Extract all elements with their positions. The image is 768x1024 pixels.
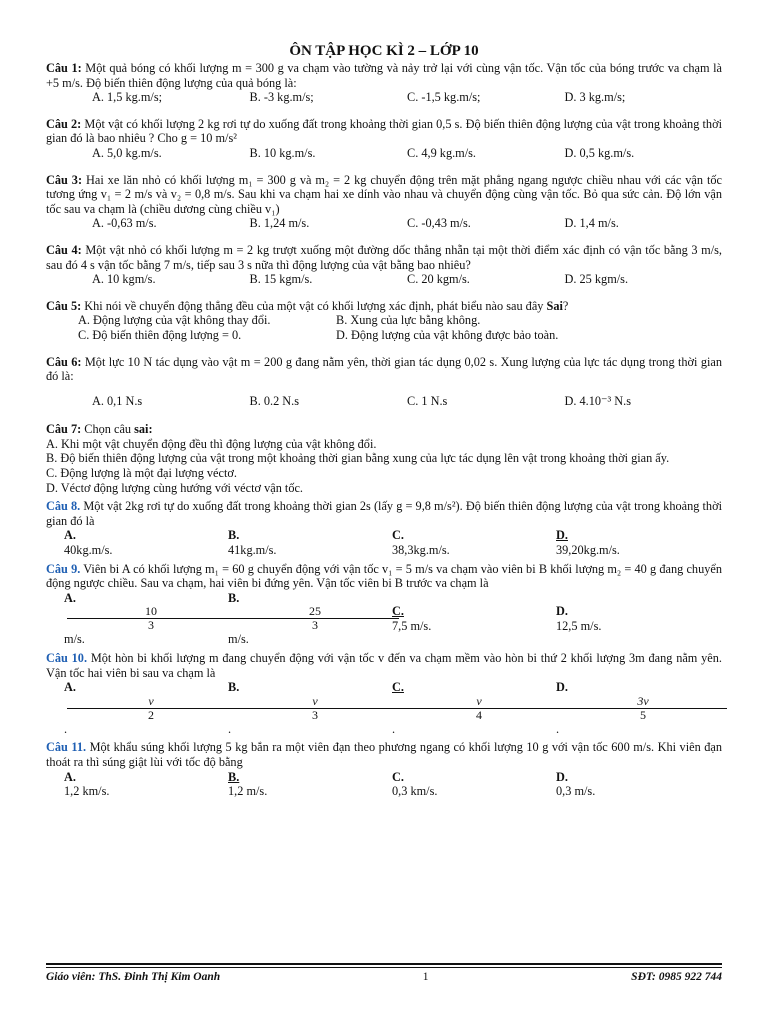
option-b: B. $\frac{v}{3}$ . xyxy=(228,680,392,736)
question-label: Câu 10. xyxy=(46,651,88,665)
fraction: $\frac{10}{3}$ xyxy=(67,605,231,632)
footer-divider xyxy=(46,963,722,965)
option-c: C.7,5 m/s. xyxy=(392,604,432,633)
statement-a: A. Khi một vật chuyển động đều thì động lượng của vật không đổi. xyxy=(46,436,377,451)
option-b: B. $\frac{25}{3}$ m/s. xyxy=(228,591,392,647)
option-a: A. $\frac{v}{2}$ . xyxy=(64,680,228,736)
options-row-2 xyxy=(78,328,722,343)
question-label: Câu 6: xyxy=(46,354,82,369)
question-8 xyxy=(46,499,722,557)
question-text: Viên bi A có khối lượng m₁ = 60 g chuyển động với vận tốc v₁ = 5 m/s va chạm vào viên bi B khối lượng m₂ = 40 g đang chuyển động ngược chiều. Sau va chạm, hai viên bi đứng yên. Vận tốc viên bi B trước va chạm là xyxy=(46,561,722,591)
question-end: ? xyxy=(562,298,569,313)
options-row-1 xyxy=(78,313,722,328)
option-d: D. 0,5 kg.m/s. xyxy=(564,145,635,160)
question-text: Một vật 2kg rơi tự do xuống đất trong khoảng thời gian 2s (lấy g = 9,8 m/s²). Độ biến thiên động lượng của vật trong khoảng thời gian đó là xyxy=(46,499,722,528)
option-c: C. 4,9 kg.m/s. xyxy=(407,145,477,160)
options xyxy=(64,680,722,736)
option-d: D. 1,4 m/s. xyxy=(564,216,619,231)
question-label: Câu 9. xyxy=(46,561,81,576)
option-d: D. 3 kg.m/s; xyxy=(564,90,626,105)
question-text: Hai xe lăn nhỏ có khối lượng m₁ = 300 g và m₂ = 2 kg chuyển động trên mặt phẳng ngang ngược chiều nhau với các vận tốc tương ứng v₁ = 2 m/s và v₂ = 0,8 m/s. Sau khi va chạm hai xe dính vào nhau và chuyển động cùng vận tốc. Bỏ qua sức cản. Độ lớn vận tốc sau va chạm là (chiều dương cùng chiều v₁) xyxy=(46,172,722,216)
options xyxy=(64,591,722,647)
question-5 xyxy=(46,299,722,343)
question-2 xyxy=(46,117,722,161)
footer-teacher: Giáo viên: ThS. Đinh Thị Kim Oanh xyxy=(46,971,221,983)
options xyxy=(92,272,722,287)
option-b: B. 0.2 N.s xyxy=(249,393,300,408)
question-label: Câu 5: xyxy=(46,298,82,313)
option-b: B.1,2 m/s. xyxy=(228,769,268,799)
question-10 xyxy=(46,651,722,736)
footer-phone: SĐT: 0985 922 744 xyxy=(631,971,722,983)
statement-b: B. Độ biến thiên động lượng của vật trong một khoảng thời gian bằng xung của lực tác dụng lên vật trong khoảng thời gian ấy. xyxy=(46,451,670,466)
footer-divider xyxy=(46,967,722,968)
option-d: D. 4.10⁻³ N.s xyxy=(564,393,632,408)
question-text: Một vật có khối lượng 2 kg rơi tự do xuống đất trong khoảng thời gian 0,5 s. Độ biến thiên động lượng của vật trong khoảng thời gian đó là bao nhiêu ? Cho g = 10 m/s² xyxy=(46,116,722,146)
question-label: Câu 7: xyxy=(46,422,82,437)
question-text: Một vật nhỏ có khối lượng m = 2 kg trượt xuống một đường dốc thẳng nhẵn tại một thời điểm xác định có vận tốc bằng 3 m/s, sau đó 4 s vận tốc bằng 7 m/s, tiếp sau 3 s nữa thì động lượng của vật bằng bao nhiêu? xyxy=(46,242,723,272)
option-b: B. Xung của lực bằng không. xyxy=(336,313,481,328)
question-6 xyxy=(46,355,722,409)
option-a: A. 0,1 N.s xyxy=(92,393,143,408)
option-c: C. 20 kgm/s. xyxy=(407,272,470,287)
option-b: B. 15 kgm/s. xyxy=(249,272,313,287)
option-c: C. 1 N.s xyxy=(407,393,448,408)
question-text: Một lực 10 N tác dụng vào vật m = 200 g đang nằm yên, thời gian tác dụng 0,02 s. Xung lượng của lực tác dụng trong thời gian đó là: xyxy=(46,354,723,384)
question-label: Câu 3: xyxy=(46,172,83,187)
statement-c: C. Động lượng là một đại lượng véctơ. xyxy=(46,466,237,481)
question-label: Câu 4: xyxy=(46,242,82,257)
option-d: D. Động lượng của vật không được bảo toàn. xyxy=(336,327,559,342)
option-d: D. 25 kgm/s. xyxy=(564,272,629,287)
question-4 xyxy=(46,243,722,287)
question-text: Một quả bóng có khối lượng m = 300 g va chạm vào tường và nảy trở lại với cùng vận tốc. Vận tốc của bóng trước va chạm là +5 m/s. Độ biến thiên động lượng của quả bóng là: xyxy=(46,61,722,90)
option-a: A. 5,0 kg.m/s. xyxy=(92,145,162,160)
options xyxy=(92,216,722,231)
fraction: $\frac{v}{2}$ xyxy=(67,695,231,722)
option-c: C. Độ biến thiên động lượng = 0. xyxy=(78,327,242,342)
question-text: Khi nói về chuyển động thẳng đều của một vật có khối lượng xác định, phát biểu nào sau đây xyxy=(81,298,547,313)
options xyxy=(92,90,722,105)
options xyxy=(64,770,722,799)
page-footer xyxy=(46,963,722,983)
emphasis-word: Sai xyxy=(546,298,563,313)
question-label: Câu 11. xyxy=(46,740,87,755)
option-a: A. 10 kgm/s. xyxy=(92,272,156,287)
option-a: A. -0,63 m/s. xyxy=(92,216,157,231)
statement-d: D. Véctơ động lượng cùng hướng với véctơ vận tốc. xyxy=(46,480,304,495)
question-11 xyxy=(46,740,722,798)
question-9 xyxy=(46,562,722,647)
question-label: Câu 1: xyxy=(46,61,82,75)
question-text: Chọn câu xyxy=(81,422,135,437)
option-a: A. $\frac{10}{3}$ m/s. xyxy=(64,591,228,647)
option-d: D.39,20kg.m/s. xyxy=(556,528,620,558)
option-b: B. -3 kg.m/s; xyxy=(249,90,314,105)
question-text: Một hòn bi khối lượng m đang chuyển động với vận tốc v đến va chạm mềm vào hòn bi thứ 2 khối lượng 3m đang nằm yên. Vận tốc hai viên bi sau va chạm là xyxy=(46,651,722,680)
option-d: D.0,3 m/s. xyxy=(556,769,596,799)
option-a: A.40kg.m/s. xyxy=(64,528,113,558)
fraction: $\frac{v}{4}$ xyxy=(395,695,559,722)
option-c: C.0,3 km/s. xyxy=(392,769,438,799)
fraction: $\frac{25}{3}$ xyxy=(231,605,395,632)
question-label: Câu 2: xyxy=(46,116,82,131)
question-1 xyxy=(46,61,722,105)
option-c: C. -1,5 kg.m/s; xyxy=(407,90,481,105)
fraction: $\frac{3v}{5}$ xyxy=(559,695,723,722)
option-d: D. $\frac{3v}{5}$ . xyxy=(556,680,720,736)
options xyxy=(64,528,722,557)
question-7 xyxy=(46,422,722,495)
option-d: D.12,5 m/s. xyxy=(556,604,602,633)
emphasis-word: sai: xyxy=(134,422,153,437)
option-a: A. 1,5 kg.m/s; xyxy=(92,90,163,105)
option-a: A.1,2 km/s. xyxy=(64,769,110,799)
worksheet xyxy=(46,42,722,803)
option-c: C.38,3kg.m/s. xyxy=(392,528,450,558)
option-b: B. 10 kg.m/s. xyxy=(249,145,316,160)
question-text: Một khẩu súng khối lượng 5 kg bắn ra một viên đạn theo phương ngang có khối lượng 10 g với vận tốc 600 m/s. Khi viên đạn thoát ra thì súng giật lùi với tốc độ bằng xyxy=(46,740,722,769)
page-title: ÔN TẬP HỌC KÌ 2 – LỚP 10 xyxy=(289,43,479,59)
option-b: B. 1,24 m/s. xyxy=(249,216,310,231)
options xyxy=(92,394,722,409)
options xyxy=(92,146,722,161)
option-c: C. -0,43 m/s. xyxy=(407,216,471,231)
option-c: C. $\frac{v}{4}$ . xyxy=(392,680,556,736)
option-b: B.41kg.m/s. xyxy=(228,528,277,558)
page-number: 1 xyxy=(422,971,429,983)
option-a: A. Động lượng của vật không thay đổi. xyxy=(78,313,271,328)
question-3 xyxy=(46,173,722,231)
fraction: $\frac{v}{3}$ xyxy=(231,695,395,722)
question-label: Câu 8. xyxy=(46,499,81,514)
